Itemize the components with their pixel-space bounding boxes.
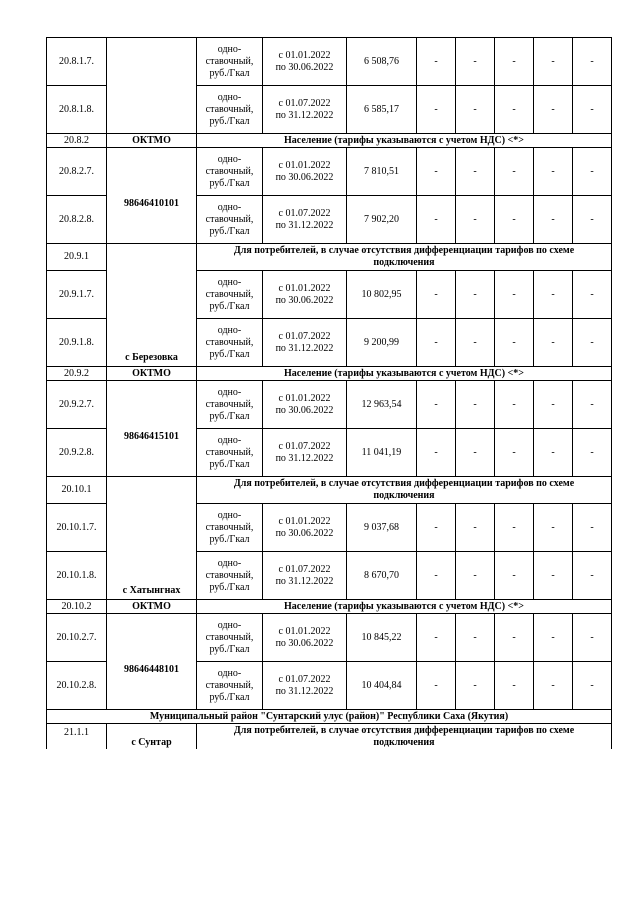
empty-cell: - (495, 504, 534, 552)
empty-cell: - (534, 504, 573, 552)
empty-cell: - (573, 381, 612, 429)
tariff-type-line: одно- (217, 667, 242, 679)
empty-cell: - (417, 196, 456, 244)
tariff-type-line: руб./Гкал (209, 115, 250, 127)
period-end: по 31.12.2022 (275, 685, 334, 697)
period-start: с 01.01.2022 (278, 625, 331, 637)
section-header-line: подключения (373, 490, 435, 501)
empty-cell: - (573, 271, 612, 319)
empty-cell: - (573, 429, 612, 477)
tariff-value: 12 963,54 (347, 381, 417, 429)
oktmo-label: ОКТМО (107, 367, 197, 381)
tariff-period (263, 319, 347, 367)
section-header (197, 477, 612, 504)
empty-cell: - (456, 196, 495, 244)
period-end: по 31.12.2022 (275, 219, 334, 231)
tariff-type-line: ставочный, (205, 631, 254, 643)
empty-cell: - (495, 196, 534, 244)
oktmo-label: ОКТМО (107, 134, 197, 148)
empty-cell: - (534, 271, 573, 319)
tariff-value: 7 810,51 (347, 148, 417, 196)
empty-cell: - (573, 662, 612, 710)
row-number: 21.1.1 (47, 724, 107, 750)
tariff-type-line: одно- (217, 201, 242, 213)
tariff-type-line: ставочный, (205, 521, 254, 533)
row-number: 20.9.2.8. (47, 429, 107, 477)
tariff-type-line: руб./Гкал (209, 177, 250, 189)
population-header: Население (тарифы указываются с учетом НДС) <*> (197, 367, 612, 381)
tariff-type (197, 381, 263, 429)
oktmo-code (107, 381, 197, 477)
period-end: по 30.06.2022 (275, 637, 334, 649)
empty-cell: - (456, 504, 495, 552)
tariff-table (46, 37, 612, 749)
tariff-type (197, 614, 263, 662)
empty-cell: - (495, 319, 534, 367)
empty-cell: - (534, 429, 573, 477)
row-number: 20.10.2.7. (47, 614, 107, 662)
period-end: по 30.06.2022 (275, 404, 334, 416)
tariff-type-line: одно- (217, 509, 242, 521)
empty-cell: - (495, 148, 534, 196)
tariff-type-line: руб./Гкал (209, 348, 250, 360)
empty-cell: - (534, 552, 573, 600)
empty-cell: - (534, 148, 573, 196)
period-start: с 01.01.2022 (278, 159, 331, 171)
tariff-type (197, 504, 263, 552)
tariff-value: 7 902,20 (347, 196, 417, 244)
section-header-line: Для потребителей, в случае отсутствия дифференциации тарифов по схеме (233, 724, 575, 736)
tariff-type-line: руб./Гкал (209, 691, 250, 703)
period-start: с 01.07.2022 (278, 563, 331, 575)
tariff-period (263, 148, 347, 196)
row-number: 20.10.1 (47, 477, 107, 504)
tariff-value: 11 041,19 (347, 429, 417, 477)
empty-cell: - (417, 38, 456, 86)
tariff-type-line: ставочный, (205, 165, 254, 177)
tariff-value: 10 845,22 (347, 614, 417, 662)
tariff-period (263, 86, 347, 134)
tariff-row (47, 614, 612, 662)
empty-cell: - (495, 381, 534, 429)
tariff-period (263, 196, 347, 244)
empty-cell: - (495, 552, 534, 600)
population-header: Население (тарифы указываются с учетом НДС) <*> (197, 134, 612, 148)
period-start: с 01.07.2022 (278, 440, 331, 452)
district-header-row (47, 710, 612, 724)
row-number: 20.9.1 (47, 244, 107, 271)
period-end: по 30.06.2022 (275, 294, 334, 306)
oktmo-label: ОКТМО (107, 600, 197, 614)
section-header-line: подключения (373, 257, 435, 268)
empty-cell: - (456, 552, 495, 600)
row-number: 20.9.1.7. (47, 271, 107, 319)
tariff-type-line: руб./Гкал (209, 67, 250, 79)
row-number: 20.8.2 (47, 134, 107, 148)
tariff-value: 9 200,99 (347, 319, 417, 367)
tariff-row (47, 148, 612, 196)
empty-cell: - (495, 614, 534, 662)
tariff-type (197, 552, 263, 600)
tariff-type-line: одно- (217, 91, 242, 103)
empty-cell: - (456, 148, 495, 196)
population-header: Население (тарифы указываются с учетом НДС) <*> (197, 600, 612, 614)
empty-cell: - (534, 381, 573, 429)
tariff-type-line: одно- (217, 324, 242, 336)
tariff-value: 6 508,76 (347, 38, 417, 86)
tariff-type-line: руб./Гкал (209, 533, 250, 545)
empty-cell: - (417, 271, 456, 319)
tariff-type (197, 271, 263, 319)
section-header-row (47, 477, 612, 504)
tariff-type-line: ставочный, (205, 213, 254, 225)
tariff-type-line: одно- (217, 557, 242, 569)
empty-cell: - (573, 148, 612, 196)
empty-cell: - (534, 86, 573, 134)
empty-cell: - (417, 381, 456, 429)
row-number: 20.8.1.8. (47, 86, 107, 134)
tariff-value: 10 802,95 (347, 271, 417, 319)
empty-cell: - (456, 429, 495, 477)
tariff-period (263, 429, 347, 477)
tariff-type (197, 38, 263, 86)
empty-cell: - (573, 38, 612, 86)
empty-cell: - (534, 662, 573, 710)
empty-cell: - (495, 38, 534, 86)
tariff-type-line: руб./Гкал (209, 410, 250, 422)
tariff-period (263, 614, 347, 662)
tariff-type-line: руб./Гкал (209, 581, 250, 593)
tariff-type-line: одно- (217, 434, 242, 446)
tariff-value: 10 404,84 (347, 662, 417, 710)
section-header-row (47, 600, 612, 614)
row-number: 20.9.1.8. (47, 319, 107, 367)
row-number: 20.10.2.8. (47, 662, 107, 710)
tariff-type-line: руб./Гкал (209, 643, 250, 655)
tariff-type-line: руб./Гкал (209, 225, 250, 237)
tariff-type-line: ставочный, (205, 569, 254, 581)
period-end: по 30.06.2022 (275, 527, 334, 539)
row-number: 20.8.2.8. (47, 196, 107, 244)
tariff-value: 6 585,17 (347, 86, 417, 134)
tariff-type-line: одно- (217, 153, 242, 165)
section-header (197, 244, 612, 271)
section-header-row (47, 134, 612, 148)
period-start: с 01.07.2022 (278, 330, 331, 342)
row-number: 20.10.1.8. (47, 552, 107, 600)
section-header-row (47, 244, 612, 271)
row-number: 20.9.2 (47, 367, 107, 381)
tariff-type-line: ставочный, (205, 679, 254, 691)
row-number: 20.10.1.7. (47, 504, 107, 552)
tariff-period (263, 38, 347, 86)
section-header-line: Для потребителей, в случае отсутствия дифференциации тарифов по схеме (233, 478, 575, 489)
tariff-type-line: ставочный, (205, 336, 254, 348)
period-start: с 01.01.2022 (278, 49, 331, 61)
empty-cell: - (495, 86, 534, 134)
empty-cell: - (456, 271, 495, 319)
empty-cell: - (417, 148, 456, 196)
empty-cell: - (534, 614, 573, 662)
tariff-row (47, 38, 612, 86)
settlement-name: с Сунтар (107, 724, 197, 750)
empty-cell: - (456, 662, 495, 710)
oktmo-code-text: 98646448101 (124, 664, 179, 675)
period-end: по 31.12.2022 (275, 575, 334, 587)
empty-cell: - (534, 319, 573, 367)
row-number: 20.8.1.7. (47, 38, 107, 86)
tariff-type-line: одно- (217, 386, 242, 398)
tariff-period (263, 662, 347, 710)
empty-cell: - (573, 552, 612, 600)
empty-cell: - (456, 319, 495, 367)
tariff-type-line: ставочный, (205, 103, 254, 115)
tariff-type-line: ставочный, (205, 288, 254, 300)
location-cell (107, 38, 197, 134)
district-header: Муниципальный район "Сунтарский улус (район)" Республики Саха (Якутия) (47, 710, 612, 724)
settlement-name-text: с Хатынгнах (122, 585, 181, 596)
period-start: с 01.07.2022 (278, 673, 331, 685)
empty-cell: - (456, 614, 495, 662)
tariff-type-line: ставочный, (205, 398, 254, 410)
period-start: с 01.01.2022 (278, 282, 331, 294)
tariff-value: 8 670,70 (347, 552, 417, 600)
empty-cell: - (573, 319, 612, 367)
empty-cell: - (456, 381, 495, 429)
section-header-row (47, 367, 612, 381)
settlement-name-text: с Березовка (125, 352, 178, 363)
empty-cell: - (573, 614, 612, 662)
tariff-type (197, 662, 263, 710)
tariff-value: 9 037,68 (347, 504, 417, 552)
tariff-type (197, 196, 263, 244)
empty-cell: - (573, 504, 612, 552)
period-start: с 01.01.2022 (278, 392, 331, 404)
tariff-type-line: ставочный, (205, 446, 254, 458)
empty-cell: - (417, 504, 456, 552)
tariff-type-line: одно- (217, 43, 242, 55)
empty-cell: - (495, 271, 534, 319)
period-end: по 30.06.2022 (275, 171, 334, 183)
tariff-sheet (46, 37, 611, 749)
empty-cell: - (456, 86, 495, 134)
row-number: 20.8.2.7. (47, 148, 107, 196)
tariff-period (263, 271, 347, 319)
empty-cell: - (417, 86, 456, 134)
section-header-row (47, 724, 612, 750)
period-end: по 30.06.2022 (275, 61, 334, 73)
settlement-name (107, 244, 197, 367)
period-start: с 01.07.2022 (278, 207, 331, 219)
oktmo-code-text: 98646410101 (124, 198, 179, 209)
empty-cell: - (534, 38, 573, 86)
row-number: 20.10.2 (47, 600, 107, 614)
tariff-type-line: ставочный, (205, 55, 254, 67)
empty-cell: - (495, 662, 534, 710)
tariff-type-line: одно- (217, 619, 242, 631)
tariff-type-line: руб./Гкал (209, 300, 250, 312)
row-number: 20.9.2.7. (47, 381, 107, 429)
section-header-line: Для потребителей, в случае отсутствия дифференциации тарифов по схеме (233, 245, 575, 256)
tariff-type-line: одно- (217, 276, 242, 288)
empty-cell: - (573, 196, 612, 244)
oktmo-code-text: 98646415101 (124, 431, 179, 442)
tariff-type-line: руб./Гкал (209, 458, 250, 470)
period-end: по 31.12.2022 (275, 109, 334, 121)
period-start: с 01.01.2022 (278, 515, 331, 527)
empty-cell: - (417, 319, 456, 367)
tariff-period (263, 552, 347, 600)
tariff-type (197, 86, 263, 134)
tariff-type (197, 148, 263, 196)
oktmo-code (107, 148, 197, 244)
section-header (197, 724, 612, 750)
empty-cell: - (573, 86, 612, 134)
section-header-line: подключения (373, 736, 435, 748)
empty-cell: - (417, 614, 456, 662)
empty-cell: - (417, 662, 456, 710)
tariff-period (263, 381, 347, 429)
empty-cell: - (417, 429, 456, 477)
empty-cell: - (417, 552, 456, 600)
period-end: по 31.12.2022 (275, 452, 334, 464)
period-end: по 31.12.2022 (275, 342, 334, 354)
tariff-row (47, 381, 612, 429)
empty-cell: - (534, 196, 573, 244)
tariff-period (263, 504, 347, 552)
empty-cell: - (495, 429, 534, 477)
tariff-type (197, 429, 263, 477)
tariff-type (197, 319, 263, 367)
oktmo-code (107, 614, 197, 710)
empty-cell: - (456, 38, 495, 86)
period-start: с 01.07.2022 (278, 97, 331, 109)
settlement-name (107, 477, 197, 600)
